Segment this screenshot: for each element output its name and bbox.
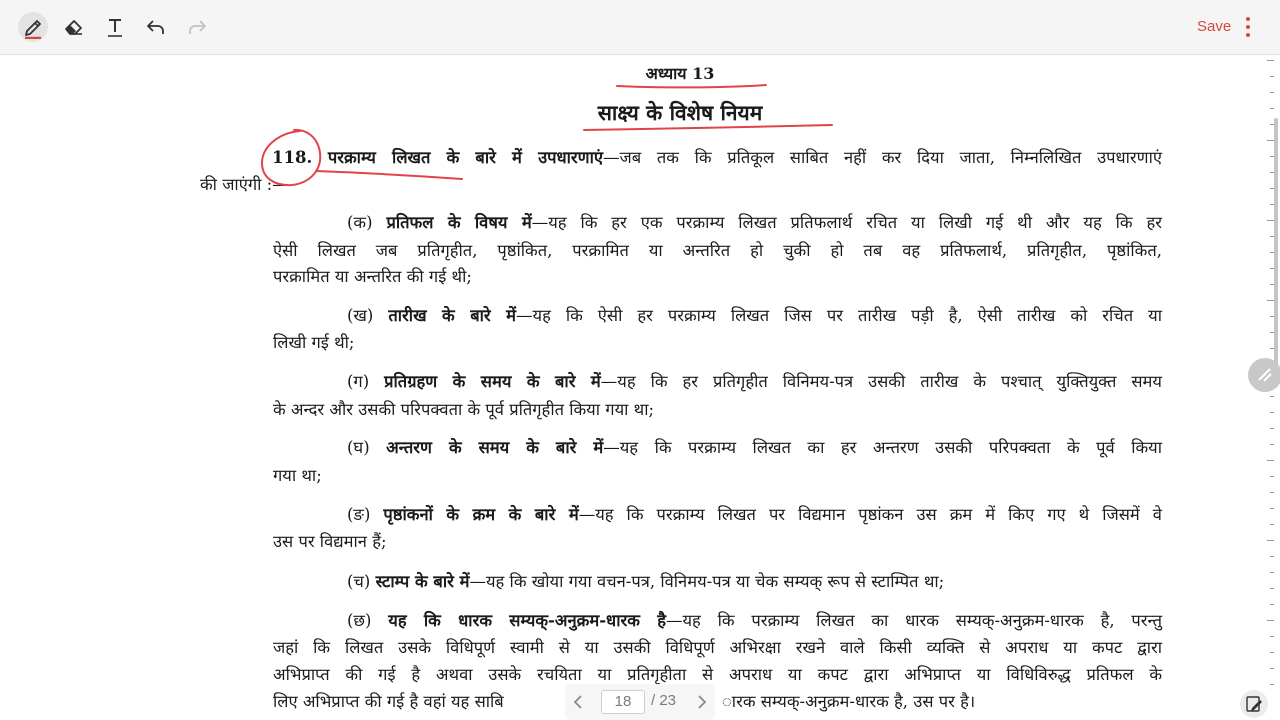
clause-heading: पृष्ठांकनों के क्रम के बारे में (383, 505, 579, 524)
clause-text: —यह कि हर एक परक्राम्य लिखत प्रतिफलार्थ रचित या लिखी गई थी और यह कि हर (531, 213, 1163, 232)
annotation-toolbar (0, 0, 1280, 55)
clause-ka-line2: ऐसी लिखत जब प्रतिगृहीत, पृष्ठांकित, परक्रामित या अन्तरित हो चुकी हो तब वह प्रतिफलार्थ, प्रतिगृहीत, पृष्ठांकित, (273, 241, 1162, 260)
ruler-tick (1270, 412, 1274, 413)
eraser-tool-button[interactable] (59, 12, 89, 42)
ruler-tick (1270, 668, 1274, 669)
next-page-button[interactable] (693, 692, 709, 712)
ruler-tick (1267, 220, 1274, 221)
clause-cha-line1 (347, 572, 944, 592)
ruler-tick (1267, 620, 1274, 621)
clause-nga-line2: उस पर विद्यमान हैं; (273, 532, 387, 551)
ruler-tick (1267, 60, 1274, 61)
clause-chha-line2: जहां कि लिखत उसके विधिपूर्ण स्वामी से या उसकी विधिपूर्ण अभिरक्षा रखने वाले किसी व्यक्ति से अपराध या कपट द्वारा (273, 638, 1162, 657)
ruler-tick (1270, 572, 1274, 573)
clause-chha-line4-right: ारक सम्यक्-अनुक्रम-धारक है, उस पर है। (722, 692, 976, 711)
fast-scroll-icon (1255, 365, 1275, 385)
clause-marker: (ङ) (347, 505, 371, 524)
clause-heading: अन्तरण के समय के बारे में (386, 438, 604, 457)
ruler-tick (1270, 524, 1274, 525)
ink-underline-section-heading (316, 171, 462, 179)
clause-marker: (च) (347, 572, 371, 591)
chevron-left-icon (571, 692, 587, 712)
clause-text: —यह कि हर प्रतिगृहीत विनिमय-पत्र उसकी तारीख के पश्चात् युक्तियुक्त समय (600, 372, 1162, 391)
ruler-tick (1270, 492, 1274, 493)
clause-chha-line4-left: लिए अभिप्राप्त की गई है वहां यह साबि (273, 692, 504, 711)
clause-chha-line1 (347, 611, 1162, 631)
section-number: 118. (272, 148, 313, 167)
ruler-tick (1270, 108, 1274, 109)
clause-ga-line2: के अन्दर और उसकी परिपक्वता के पूर्व प्रतिगृहीत किया गया था; (273, 400, 655, 419)
clause-gha-line1 (347, 438, 1162, 458)
clause-ka-line3: परक्रामित या अन्तरित की गई थी; (273, 267, 472, 286)
scrollbar-thumb[interactable] (1274, 118, 1278, 383)
ruler-tick (1270, 636, 1274, 637)
clause-text: —यह कि परक्राम्य लिखत का हर अन्तरण उसकी परिपक्वता के पूर्व किया (603, 438, 1162, 457)
total-pages: / 23 (651, 692, 677, 709)
save-button[interactable]: Save (1197, 18, 1232, 35)
chapter-title: साक्ष्य के विशेष नियम (597, 100, 763, 125)
clause-kha-line2: लिखी गई थी; (273, 333, 355, 352)
ruler-tick (1270, 428, 1274, 429)
section-118-line1 (272, 148, 1162, 168)
ruler-tick (1270, 588, 1274, 589)
previous-page-button[interactable] (571, 692, 587, 712)
section-intro-cont: की जाएंगी :— (200, 175, 289, 194)
clause-heading: तारीख के बारे में (388, 306, 517, 325)
clause-marker: (ग) (347, 372, 370, 391)
current-page-input[interactable]: 18 (601, 690, 645, 714)
eraser-icon (63, 16, 85, 38)
ruler-tick (1270, 684, 1274, 685)
clause-marker: (छ) (347, 611, 372, 630)
pen-tool-button[interactable] (18, 12, 48, 42)
pen-icon (22, 15, 44, 39)
undo-button[interactable] (141, 12, 171, 42)
clause-chha-line3: अभिप्राप्त की गई है अथवा उसके रचयिता या प्रतिगृहीता से अपराध या कपट द्वारा अभिप्राप्त या विधिविरुद्ध प्रतिफल के (273, 665, 1162, 684)
undo-icon (145, 16, 167, 38)
page-navigator (565, 684, 715, 720)
clause-heading: प्रतिफल के विषय में (386, 213, 532, 232)
ruler-tick (1270, 76, 1274, 77)
ruler-tick (1270, 652, 1274, 653)
ruler-tick (1270, 476, 1274, 477)
chevron-right-icon (693, 692, 709, 712)
clause-heading: प्रतिग्रहण के समय के बारे में (384, 372, 601, 391)
clause-ga-line1 (347, 372, 1162, 392)
ruler-tick (1270, 92, 1274, 93)
clause-gha-line2: गया था; (273, 466, 322, 485)
redo-icon (186, 16, 208, 38)
document-page (0, 55, 1266, 720)
clause-text: —यह कि ऐसी हर परक्राम्य लिखत जिस पर तारीख पड़ी है, ऐसी तारीख को रचित या (516, 306, 1162, 325)
clause-text: —यह कि परक्राम्य लिखत का धारक सम्यक्-अनुक्रम-धारक है, परन्तु (665, 611, 1162, 630)
ruler-tick (1270, 396, 1274, 397)
edit-pdf-icon (1245, 695, 1263, 713)
ruler-tick (1270, 508, 1274, 509)
clause-ka-line1 (347, 213, 1162, 233)
redo-button[interactable] (182, 12, 212, 42)
clause-heading: यह कि धारक सम्यक्-अनुक्रम-धारक है (388, 611, 666, 630)
text-icon (104, 16, 126, 38)
ruler-tick (1270, 604, 1274, 605)
clause-nga-line1 (347, 505, 1162, 525)
clause-marker: (घ) (347, 438, 370, 457)
ruler-tick (1267, 460, 1274, 461)
ruler-tick (1270, 556, 1274, 557)
ruler-tick (1267, 140, 1274, 141)
clause-text: —यह कि परक्राम्य लिखत पर विद्यमान पृष्ठांकन उस क्रम में किए गए थे जिसमें वे (578, 505, 1162, 524)
clause-marker: (ख) (347, 306, 374, 325)
section-heading: परक्राम्य लिखत के बारे में उपधारणाएं (327, 148, 603, 167)
clause-marker: (क) (347, 213, 373, 232)
section-intro: —जब तक कि प्रतिकूल साबित नहीं कर दिया जाता, निम्नलिखित उपधारणाएं (603, 148, 1163, 167)
chapter-heading: अध्याय 13 (645, 64, 715, 83)
clause-kha-line1 (347, 306, 1162, 326)
ruler-tick (1267, 300, 1274, 301)
clause-text: —यह कि खोया गया वचन-पत्र, विनिमय-पत्र या चेक सम्यक् रूप से स्टाम्पित था; (469, 572, 945, 591)
ruler-tick (1267, 540, 1274, 541)
more-options-icon[interactable] (1240, 16, 1256, 38)
text-tool-button[interactable] (100, 12, 130, 42)
clause-heading: स्टाम्प के बारे में (375, 572, 470, 591)
ink-underline-chapter (617, 85, 766, 87)
fast-scroll-handle[interactable] (1248, 358, 1280, 392)
edit-annotation-button[interactable] (1240, 690, 1268, 718)
ruler-tick (1270, 444, 1274, 445)
